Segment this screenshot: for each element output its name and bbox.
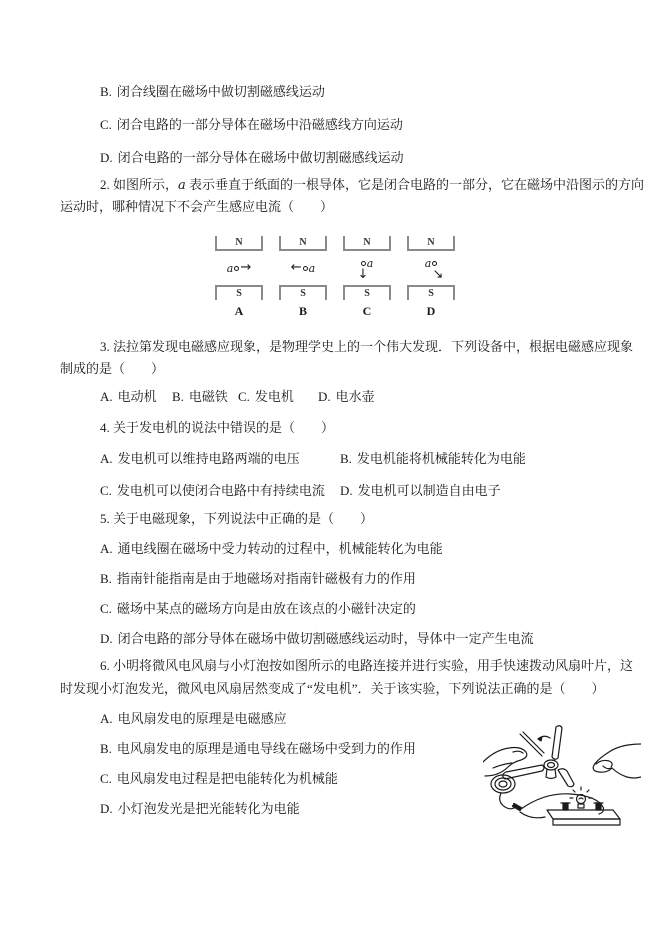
south-pole: S [407, 285, 455, 300]
option-text: 电磁铁 [188, 389, 228, 404]
option-label: A. [100, 711, 113, 726]
q4-title: 4. 关于发电机的说法中错误的是（ ） [100, 420, 335, 435]
option-label: C. [100, 601, 112, 616]
south-pole: S [343, 285, 391, 300]
option-text: 指南针能指南是由于地磁场对指南针磁极有力的作用 [116, 571, 416, 586]
q6-option-b [100, 741, 416, 757]
rotation-arrow-head [538, 737, 542, 741]
option-text: 电动机 [117, 389, 157, 404]
option-text: 电风扇发电过程是把电能转化为机械能 [116, 771, 338, 786]
wire-coil [491, 775, 515, 793]
conductor-region [278, 251, 328, 285]
north-pole: N [407, 236, 455, 251]
q1-option-c [100, 117, 403, 133]
q5-option-d [100, 631, 534, 647]
option-text: 发电机可以使闭合电路中有持续电流 [116, 483, 325, 498]
q4-option-d [340, 483, 501, 499]
conductor-dot-icon [361, 261, 366, 266]
fan-axle [520, 732, 544, 756]
q1-option-d [100, 150, 404, 166]
q6-option-c [100, 771, 338, 787]
option-label: C. [238, 389, 250, 404]
question-text: 如图所示， [109, 177, 179, 192]
conductor-label: a [308, 261, 316, 275]
light-bulb [570, 787, 592, 808]
question-number: 2. [100, 177, 110, 192]
arrow-left-icon: ← [290, 260, 302, 275]
option-text: 发电机 [254, 389, 294, 404]
q3-option-c [238, 389, 294, 405]
q5-option-b [100, 571, 416, 587]
option-label: A. [100, 451, 113, 466]
option-text: 闭合电路的部分导体在磁场中做切割磁感线运动时，导体中一定产生电流 [117, 631, 534, 646]
fan-blade-left [503, 765, 544, 779]
q4-option-c [100, 483, 325, 499]
fan-blade-right [558, 769, 574, 787]
option-text: 闭合电路的一部分导体在磁场中沿磁感线方向运动 [116, 117, 403, 132]
option-label: D. [100, 801, 113, 816]
q1-option-b [100, 84, 325, 100]
conductor-dot-icon [234, 266, 239, 271]
diagram-panel-a [214, 236, 264, 319]
conductor-label: a [366, 256, 374, 270]
south-pole: S [279, 285, 327, 300]
conductor-dot-icon [432, 261, 437, 266]
q4-option-a [100, 451, 300, 467]
conductor-dot-icon [303, 266, 308, 271]
q6-option-a [100, 711, 287, 727]
panel-label: A [234, 304, 244, 318]
q6-option-d [100, 801, 300, 817]
north-pole: N [279, 236, 327, 251]
option-text: 磁场中某点的磁场方向是由放在该点的小磁针决定的 [116, 601, 416, 616]
q6-text-line2: 时发现小灯泡发光，微风电风扇居然变成了“发电机”．关于该实验，下列说法正确的是（ ） [60, 681, 605, 696]
conductor-region [342, 251, 392, 285]
wire [500, 793, 514, 809]
option-label: A. [100, 389, 113, 404]
q3-text-line2: 制成的是（ ） [60, 361, 165, 376]
arrow-down-right-icon: ↘ [432, 266, 444, 282]
q3-option-a [100, 389, 157, 405]
option-text: 电水壶 [335, 389, 375, 404]
q3-option-b [172, 389, 228, 405]
variable-a: a [178, 178, 186, 193]
diagram-panel-d [406, 236, 456, 319]
south-pole: S [215, 285, 263, 300]
wire [521, 794, 604, 814]
option-label: D. [100, 631, 113, 646]
option-text: 小灯泡发光是把光能转化为电能 [117, 801, 300, 816]
option-text: 闭合线圈在磁场中做切割磁感线运动 [116, 84, 325, 99]
panel-label: C [362, 304, 372, 318]
option-label: B. [100, 84, 112, 99]
option-text: 发电机可以制造自由电子 [357, 483, 501, 498]
option-label: B. [100, 741, 112, 756]
option-label: B. [172, 389, 184, 404]
option-label: C. [100, 483, 112, 498]
plug [513, 804, 521, 810]
q5-option-c [100, 601, 416, 617]
option-text: 通电线圈在磁场中受力转动的过程中，机械能转化为电能 [117, 541, 443, 556]
option-text: 发电机可以维持电路两端的电压 [117, 451, 300, 466]
option-text: 电风扇发电的原理是通电导线在磁场中受到力的作用 [116, 741, 416, 756]
panel-label: B [298, 304, 307, 318]
q3-text-line1: 3. 法拉第发现电磁感应现象，是物理学史上的一个伟大发现．下列设备中，根据电磁感应现象 [100, 339, 634, 354]
option-label: D. [340, 483, 353, 498]
option-label: C. [100, 771, 112, 786]
panel-label: D [426, 304, 436, 318]
question-text: 表示垂直于纸面的一根导体，它是闭合电路的一部分，它在磁场中沿图示的方向 [185, 177, 645, 192]
diagram-panel-b [278, 236, 328, 319]
fan-blade-top [552, 726, 562, 760]
q2-text-line1 [100, 177, 644, 194]
q5-option-a [100, 541, 443, 557]
option-label: B. [340, 451, 352, 466]
option-label: B. [100, 571, 112, 586]
option-label: D. [100, 150, 113, 165]
north-pole: N [343, 236, 391, 251]
diagram-panel-c [342, 236, 392, 319]
option-text: 电风扇发电的原理是电磁感应 [117, 711, 287, 726]
fan-hub [544, 760, 558, 770]
q4-option-b [340, 451, 526, 467]
north-pole: N [215, 236, 263, 251]
conductor-region [214, 251, 264, 285]
conductor-label: a [226, 261, 234, 275]
arrow-right-icon: → [240, 260, 252, 275]
wire [520, 812, 545, 818]
fan-generator-illustration [483, 722, 641, 830]
magnet-diagram [214, 236, 456, 319]
conductor-label: a [424, 256, 432, 270]
option-label: D. [318, 389, 331, 404]
option-label: A. [100, 541, 113, 556]
q3-option-d [318, 389, 375, 405]
option-text: 发电机能将机械能转化为电能 [356, 451, 526, 466]
arrow-down-icon: ↓ [357, 266, 369, 282]
q2-text-line2: 运动时，哪种情况下不会产生感应电流（ ） [60, 199, 334, 214]
q6-text-line1: 6. 小明将微风电风扇与小灯泡按如图所示的电路连接并进行实验，用手快速拨动风扇叶片，这 [100, 658, 634, 673]
conductor-region [406, 251, 456, 285]
option-text: 闭合电路的一部分导体在磁场中做切割磁感线运动 [117, 150, 404, 165]
option-label: C. [100, 117, 112, 132]
q5-title: 5. 关于电磁现象，下列说法中正确的是（ ） [100, 511, 374, 526]
